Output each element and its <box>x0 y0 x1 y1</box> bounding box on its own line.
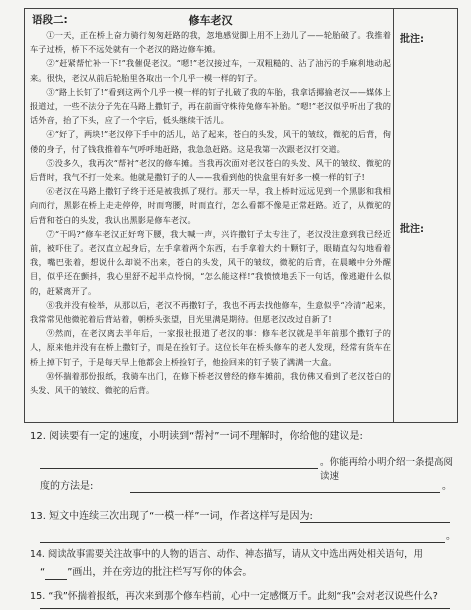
question-14-number: 14. <box>30 549 45 560</box>
passage-header <box>30 10 391 28</box>
question-14-line2 <box>40 566 470 580</box>
question-12 <box>30 430 460 444</box>
paragraph-2: ②“赶紧帮忙补一下!”我催促老汉。“嗯!”老汉接过车，一双粗糙的、沾了油污的手麻利地动起来。很快，老汉从前后轮胎里各取出一个几乎一模一样的钉子。 <box>30 58 391 83</box>
question-14 <box>30 548 460 562</box>
question-12-line2: 度的方法是: <box>40 481 94 492</box>
annotation-label-1: 批注: <box>400 34 424 45</box>
question-12-number: 12. <box>30 431 46 442</box>
question-12-end: 。 <box>442 481 452 492</box>
question-14-text: 阅读故事需要关注故事中的人物的语言、动作、神态描写，请从文中选出两处相关语句，用 <box>47 549 423 560</box>
paragraph-1: ①一天，正在桥上奋力骑行匆匆赶路的我，忽地感觉脚上用不上劲儿了——轮胎破了。我推着车子过桥，桥下不远处就有一个老汉的路边修车摊。 <box>30 30 391 55</box>
paragraph-10: ⑩怀揣着那份报纸，我骑车出门，在修下桥老汉曾经的修车摊前，我仿佛又看到了老汉苍白的头发、风干的皱纹、微驼的后背。 <box>30 370 391 396</box>
question-13-number: 13. <box>30 511 46 522</box>
passage-title: 修车老汉 <box>188 14 233 27</box>
answer-line-12a[interactable] <box>40 468 318 469</box>
paragraph-8: ⑧我并没有检举，从那以后，老汉不再撒钉子，我也不再去找他修车，生意似乎“冷清”起来，我常常见他微驼着后背站着，朝桥头张望，目光里满是期待。但愿老汉改过自新了! <box>30 299 391 325</box>
passage <box>30 10 391 420</box>
paragraph-4: ④“好了，两块!”老汉停下手中的活儿，站了起来，苍白的头发，风干的皱纹，微驼的后背，佝偻的身子，付了钱我推着车气呼呼地赶路，我急急赶路。这是我第一次跟老汉打交道。 <box>30 129 391 154</box>
paragraph-6: ⑥老汉在马路上撒钉子终于还是被我抓了现行。那天一早，我上桥时远远见到一个黑影和我相向而行，黑影在桥上走走停停，时而弯腰，时而直行，怎么看都不像是正常赶路。近了，从微驼的后背和苍白的头发，我认出黑影是修车老汉。 <box>30 186 391 225</box>
question-12-mid: 。你能再给小明介绍一条提高阅读速 <box>320 457 454 482</box>
paragraph-3: ③“路上长钉了!”看到这两个几乎一模一样的钉子扎破了我的车胎，我拿话揶揄老汉——媒体上报道过，一些不法分子先在马路上撒钉子，再在前面守株待兔修车补胎。“嗯!”老汉似乎听出了我的话外音，抬了下头，应了一个字后，低头继续干活儿。 <box>30 86 391 126</box>
column-divider <box>393 8 394 423</box>
question-13-text: 短文中连续三次出现了“一模一样”一词，作者这样写是因为: <box>49 511 313 522</box>
question-14-text-2: ”画出，并在旁边的批注栏写写你的体会。 <box>67 567 253 578</box>
question-13-end: 。 <box>446 531 456 542</box>
annotation-label-2: 批注: <box>400 224 424 235</box>
answer-line-12b[interactable] <box>130 492 440 493</box>
paragraph-9: ⑨然而，在老汉离去半年后，一家报社报道了老汉的事：修车老汉就是半年前那个撒钉子的人，原来他并没有在桥上撒钉子，而是在捡钉子。这位长年在桥头修车的老人发现，经常有货车在桥上掉下钉子，于是每天早上他都会上桥捡钉子，他捡回来的钉子装了满满一大盒。 <box>30 328 391 367</box>
question-14-quote-open: “ <box>40 567 46 578</box>
answer-line-15a[interactable] <box>40 608 450 609</box>
question-12-text: 阅读要有一定的速度，小明读到“帮衬”一词不理解时，你给他的建议是: <box>49 431 363 442</box>
question-15-text: “我”怀揣着报纸，再次来到那个修车档前，心中一定感慨万千。此刻“我”会对老汉说些什么? <box>48 591 438 602</box>
section-label: 语段二: <box>32 14 68 26</box>
question-15 <box>30 590 460 604</box>
underline-sample <box>45 569 67 580</box>
answer-line-13b[interactable] <box>40 542 445 543</box>
question-15-number: 15. <box>30 591 46 602</box>
answer-line-13a[interactable] <box>300 522 450 523</box>
paragraph-5: ⑤没多久，我再次“帮衬”老汉的修车摊。当我再次面对老汉苍白的头发、风干的皱纹、微驼的后背时，我气不打一处来。他就是撒钉子的人——我看到他的快盒里有好多一模一样的钉子! <box>30 157 391 183</box>
annotation-column <box>396 8 456 423</box>
paragraph-7: ⑦“干吗?”修车老汉正好弯下腰，我大喊一声，兴许撒钉子太专注了，老汉没注意到我已经近前，被吓住了。老汉直立起身后，左手拿着两个东西，右手拿着大约十颗钉子，眼睛直勾勾地看着我，嘴巴张着，想说什么却说不出来，苍白的头发，风干的皱纹，微驼的后背，在晨曦中分外醒目，似乎还在颤抖，我心里舒不起半点怜悯，“怎么能这样!”我愤愤地丢下一句话，像逃避什么似的，赶紧离开了。 <box>30 228 391 296</box>
